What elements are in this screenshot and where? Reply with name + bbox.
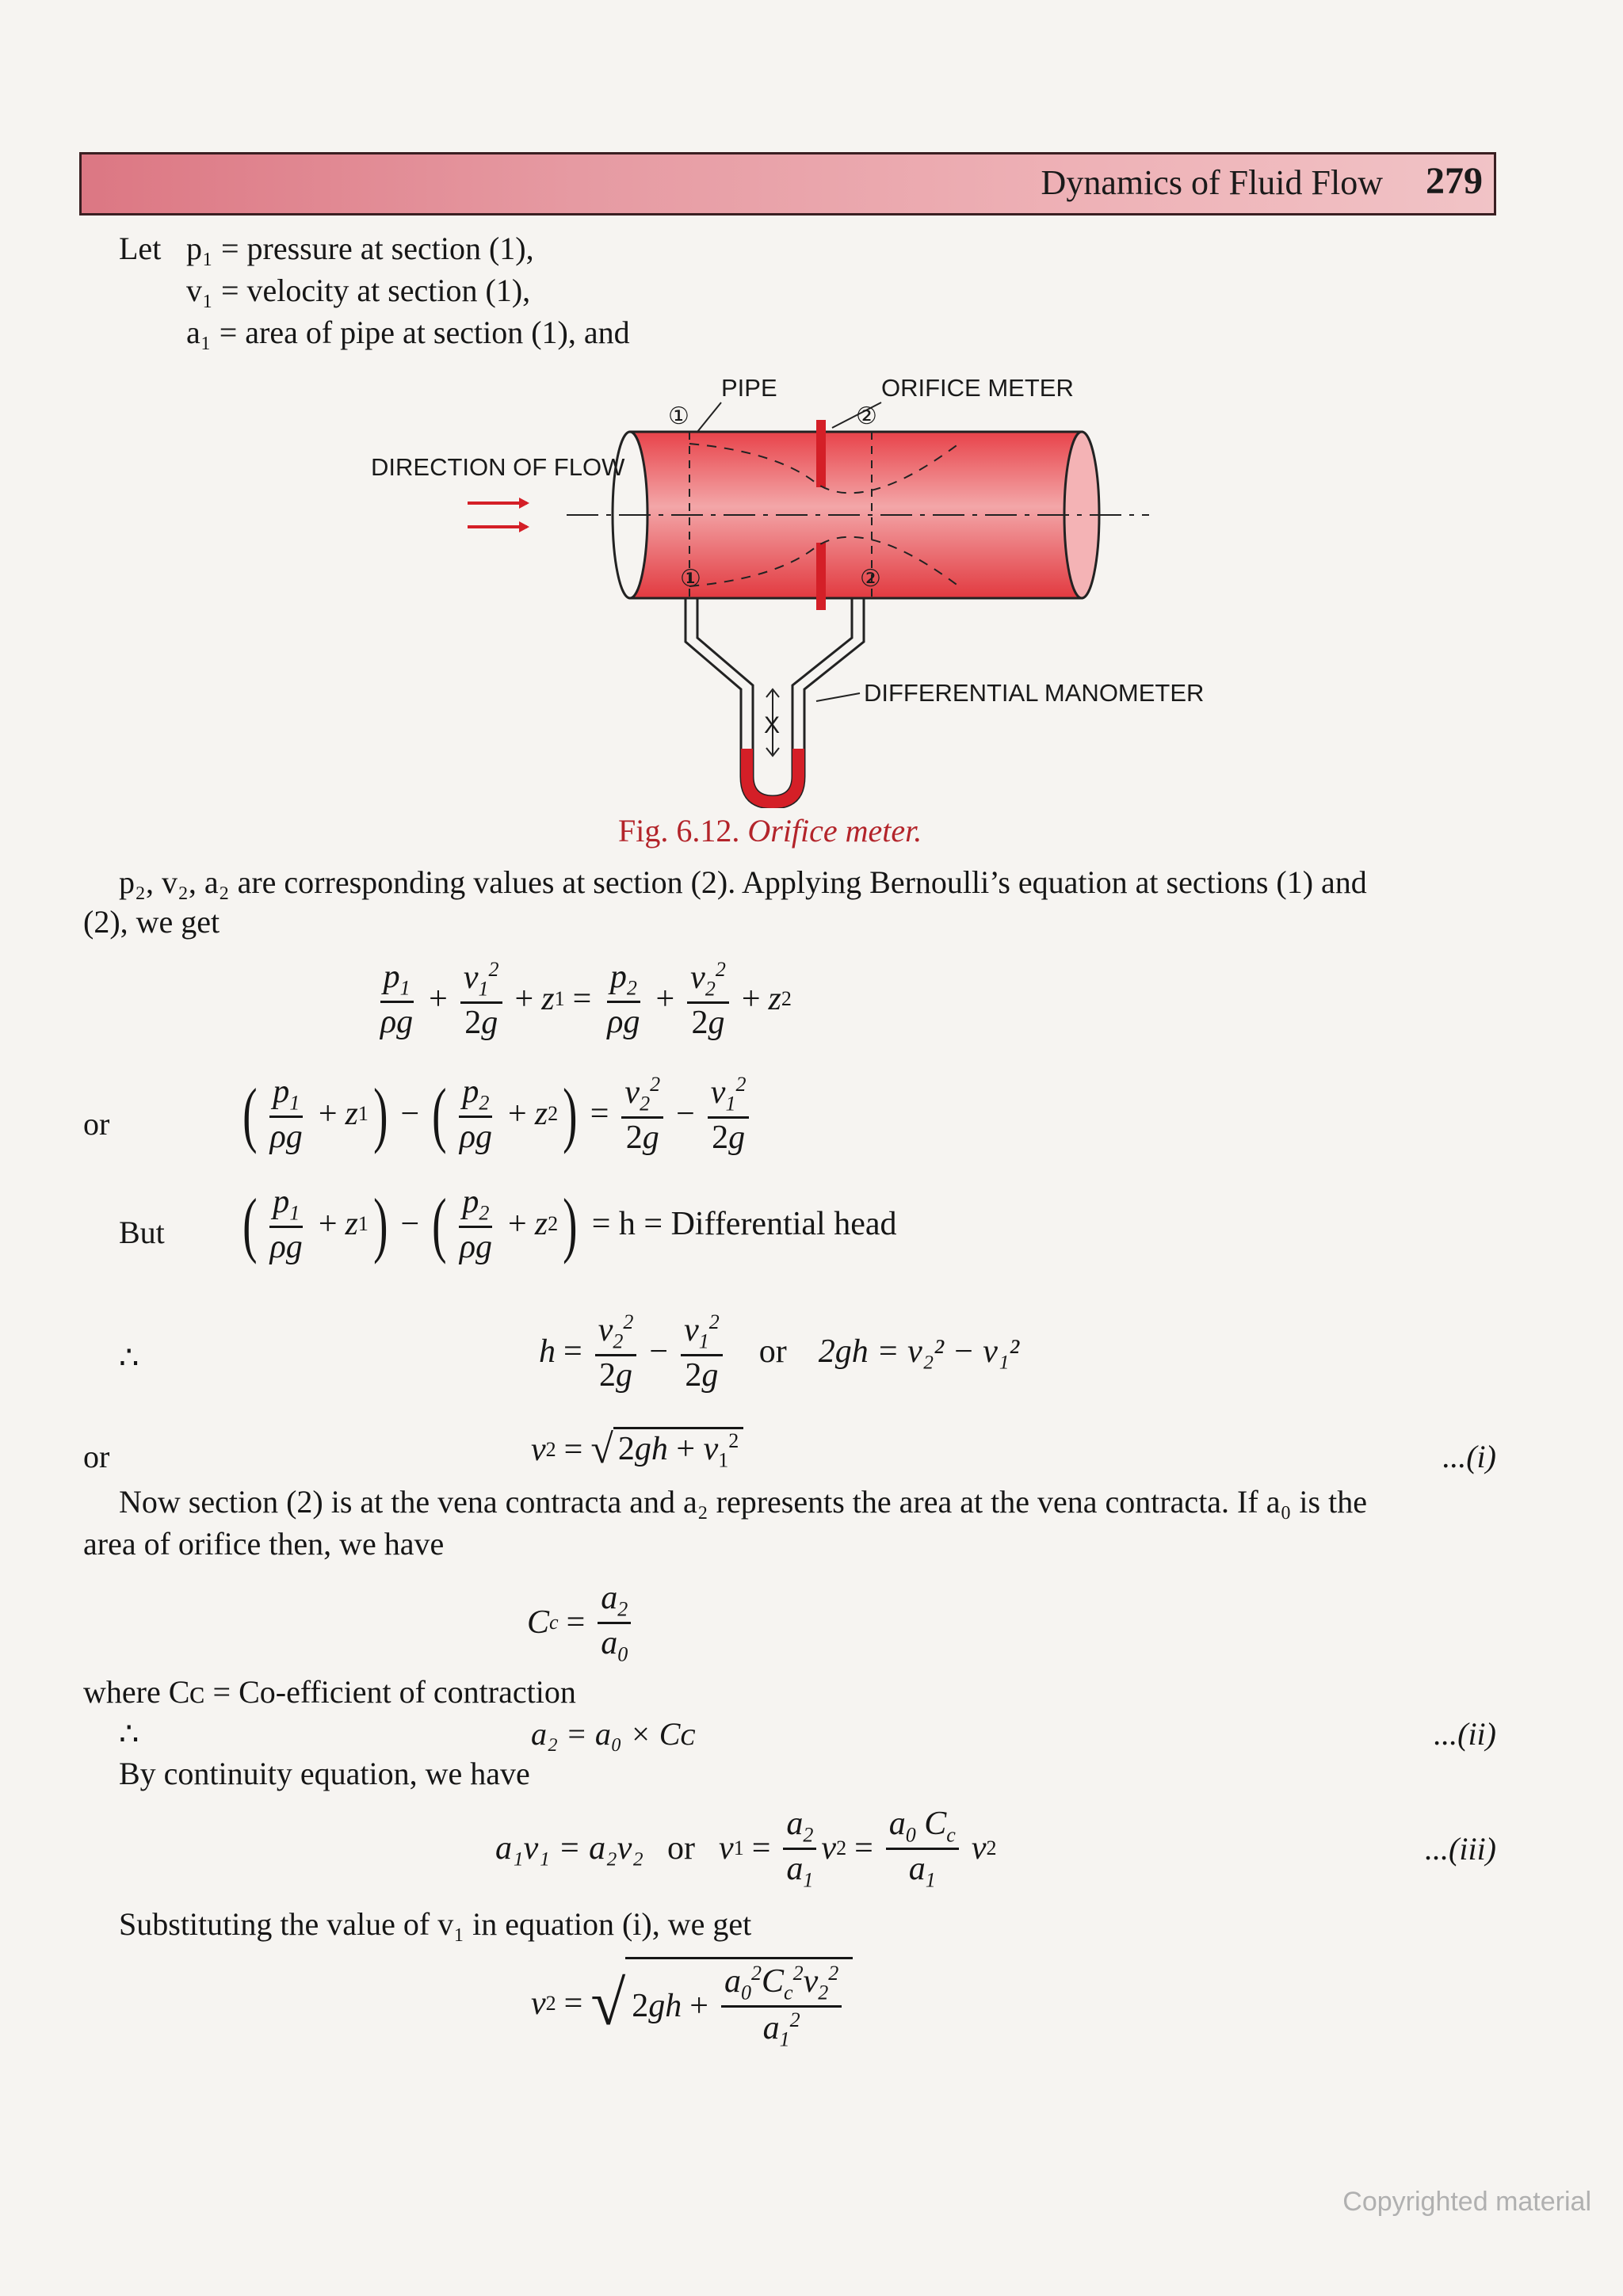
running-header <box>79 152 1496 215</box>
a1v1-equation: a₁v₁ = a₂v₂ <box>495 1830 644 1867</box>
definition-v1: v₁ = velocity at section (1), <box>186 273 531 308</box>
paragraph-1-line-1: p₂, v₂, a₂ are corresponding values at section (2). Applying Bernoulli’s equation at sections (1) and <box>119 864 1367 900</box>
manometer-leader-line <box>816 693 860 701</box>
orifice-meter-label: ORIFICE METER <box>881 374 1074 402</box>
x-label: X <box>764 712 781 738</box>
manometer-fluid <box>741 749 804 808</box>
section1-bottom-marker: ① <box>680 566 701 592</box>
head-equation: h = $\frac{v_2^2}{2g}$ − $\frac{v_1^2}{2g}$ or 2gh = v₂² − v₁² <box>539 1310 1020 1394</box>
figure-caption <box>618 812 922 849</box>
copyright-notice: Copyrighted material <box>1342 2187 1591 2217</box>
bernoulli-equation: $\frac{p_1}{\rho g}$ + $\frac{v_1^2}{2g}$ + z 1 = $\frac{p_2}{\rho g}$ + $\frac{v_2^2}{2g}$ + z 2 <box>380 958 792 1041</box>
let-word: Let <box>119 231 162 266</box>
differential-manometer-label: DIFFERENTIAL MANOMETER <box>864 679 1205 707</box>
definition-p1: p₁ = pressure at section (1), <box>186 231 534 266</box>
direction-of-flow-label: DIRECTION OF FLOW <box>371 453 625 481</box>
flow-arrowhead-1 <box>519 498 529 509</box>
or-middle: or <box>758 1333 787 1371</box>
section2-top-marker: ② <box>856 403 877 429</box>
pipe-label: PIPE <box>721 374 777 402</box>
substituting-line: Substituting the value of v₁ in equation (i), we get <box>119 1906 752 1942</box>
a2-equation: a₂ = a₀ × Cᴄ <box>531 1716 695 1752</box>
two-gh-equation: 2gh = v₂² − v₁² <box>818 1333 1020 1371</box>
equation-number-ii: ...(ii) <box>1434 1716 1496 1752</box>
orifice-meter-diagram <box>349 364 1260 808</box>
v2-equation: v 2 = √ $2gh + v_1^2$ <box>531 1426 743 1473</box>
differential-head-equation: ( $\frac{p_1}{\rho g}$ + z 1 ) − ( $\frac{p_2}{\rho g}$ + z 2 ) = h = Differential head <box>242 1184 897 1265</box>
flow-arrowhead-2 <box>519 521 529 532</box>
definition-a1: a₁ = area of pipe at section (1), and <box>186 315 630 350</box>
differential-head-text: = h = Differential head <box>591 1206 897 1243</box>
therefore-symbol-2: ∴ <box>119 1716 139 1752</box>
section2-bottom-marker: ② <box>860 566 881 592</box>
section1-top-marker: ① <box>668 403 689 429</box>
rearranged-equation: ( $\frac{p_1}{\rho g}$ + z 1 ) − ( $\frac{p_2}{\rho g}$ + z 2 ) = $\frac{v_2^2}{2g}$ − $\frac{v_1^2}{2g}$ <box>238 1074 754 1155</box>
equation-number-i: ...(i) <box>1442 1439 1496 1474</box>
equation-number-iii: ...(iii) <box>1425 1831 1496 1867</box>
continuity-line: By continuity equation, we have <box>119 1756 530 1791</box>
orifice-plate-bottom <box>816 543 826 610</box>
paragraph-2-line-2: area of orifice then, we have <box>83 1526 445 1562</box>
or-label-1: or <box>83 1106 110 1142</box>
continuity-equation: a₁v₁ = a₂v₂ or v 1 = $\frac{a_2}{a_1}$ v 2 = $\frac{a_0 C_c}{a_1}$ v 2 <box>495 1806 997 1892</box>
or-label-2: or <box>83 1439 110 1474</box>
figure-number: Fig. 6.12. <box>618 813 740 849</box>
figure-title: Orifice meter. <box>747 813 922 849</box>
paragraph-2-line-1: Now section (2) is at the vena contracta and a₂ represents the area at the vena contracta. If a₀ is the <box>119 1484 1367 1520</box>
manometer-tube-inner <box>697 598 852 796</box>
pipe-leader-line <box>697 402 721 432</box>
final-v2-equation: v 2 = √ 2 gh + $\frac{a_0^2C_c^2v_2^2}{a_1^2}$ <box>531 1957 853 2050</box>
header-title: Dynamics of Fluid Flow <box>1041 163 1383 202</box>
but-label: But <box>119 1215 165 1250</box>
or-continuity: or <box>667 1830 696 1867</box>
manometer-tube-outer <box>685 598 864 808</box>
orifice-plate-top <box>816 420 826 487</box>
page-number: 279 <box>1426 160 1483 202</box>
contraction-coefficient-equation: C c = $\frac{a_2}{a_0}$ <box>527 1581 636 1665</box>
paragraph-1-line-2: (2), we get <box>83 904 220 940</box>
where-line: where Cᴄ = Co-efficient of contraction <box>83 1674 576 1710</box>
therefore-symbol-1: ∴ <box>119 1340 139 1375</box>
